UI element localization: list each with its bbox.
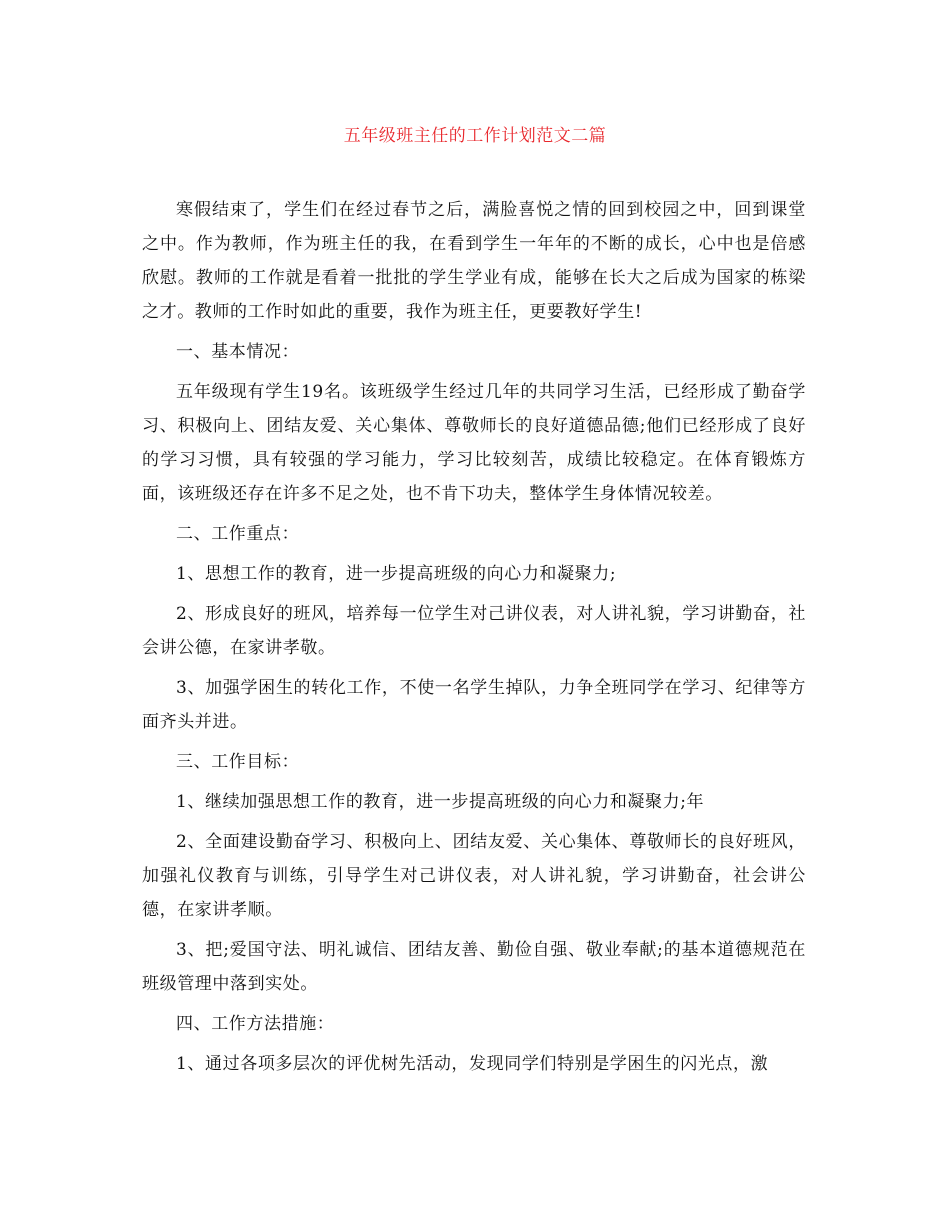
section-heading-methods: 四、工作方法措施： <box>176 1014 335 1034</box>
section-heading-basic-situation: 一、基本情况： <box>176 342 300 362</box>
section-heading-work-goals: 三、工作目标： <box>176 752 300 772</box>
document-body <box>142 193 806 1087</box>
list-item-work-focus-2: 2、形成良好的班风，培养每一位学生对己讲仪表，对人讲礼貌，学习讲勤奋，社会讲公德，在家讲孝敬。 <box>142 604 806 658</box>
list-item-work-goals-2: 2、全面建设勤奋学习、积极向上、团结友爱、关心集体、尊敬师长的良好班风，加强礼仪教育与训练，引导学生对己讲仪表，对人讲礼貌，学习讲勤奋，社会讲公德，在家讲孝顺。 <box>142 832 806 920</box>
list-item-work-goals-3: 3、把;爱国守法、明礼诚信、团结友善、勤俭自强、敬业奉献;的基本道德规范在班级管理中落到实处。 <box>142 940 806 994</box>
list-item-work-focus-1: 1、思想工作的教育，进一步提高班级的向心力和凝聚力; <box>176 564 617 584</box>
paragraph-basic-situation: 五年级现有学生19名。该班级学生经过几年的共同学习生活，已经形成了勤奋学习、积极向上、团结友爱、关心集体、尊敬师长的良好道德品德;他们已经形成了良好的学习习惯，具有较强的学习能力，学习比较刻苦，成绩比较稳定。在体育锻炼方面，该班级还存在许多不足之处，也不肯下功夫，整体学生身体情况较差。 <box>142 382 806 504</box>
document-title: 五年级班主任的工作计划范文二篇 <box>343 126 607 146</box>
list-item-work-goals-1: 1、继续加强思想工作的教育，进一步提高班级的向心力和凝聚力;年 <box>176 792 705 812</box>
list-item-work-focus-3: 3、加强学困生的转化工作，不使一名学生掉队，力争全班同学在学习、纪律等方面齐头并进。 <box>142 678 806 732</box>
section-heading-work-focus: 二、工作重点： <box>176 524 300 544</box>
paragraph-intro: 寒假结束了，学生们在经过春节之后，满脸喜悦之情的回到校园之中，回到课堂之中。作为教师，作为班主任的我，在看到学生一年年的不断的成长，心中也是倍感欣慰。教师的工作就是看着一批批的学生学业有成，能够在长大之后成为国家的栋梁之才。教师的工作时如此的重要，我作为班主任，更要教好学生! <box>142 200 806 322</box>
list-item-methods-1: 1、通过各项多层次的评优树先活动，发现同学们特别是学困生的闪光点，激 <box>176 1054 769 1074</box>
